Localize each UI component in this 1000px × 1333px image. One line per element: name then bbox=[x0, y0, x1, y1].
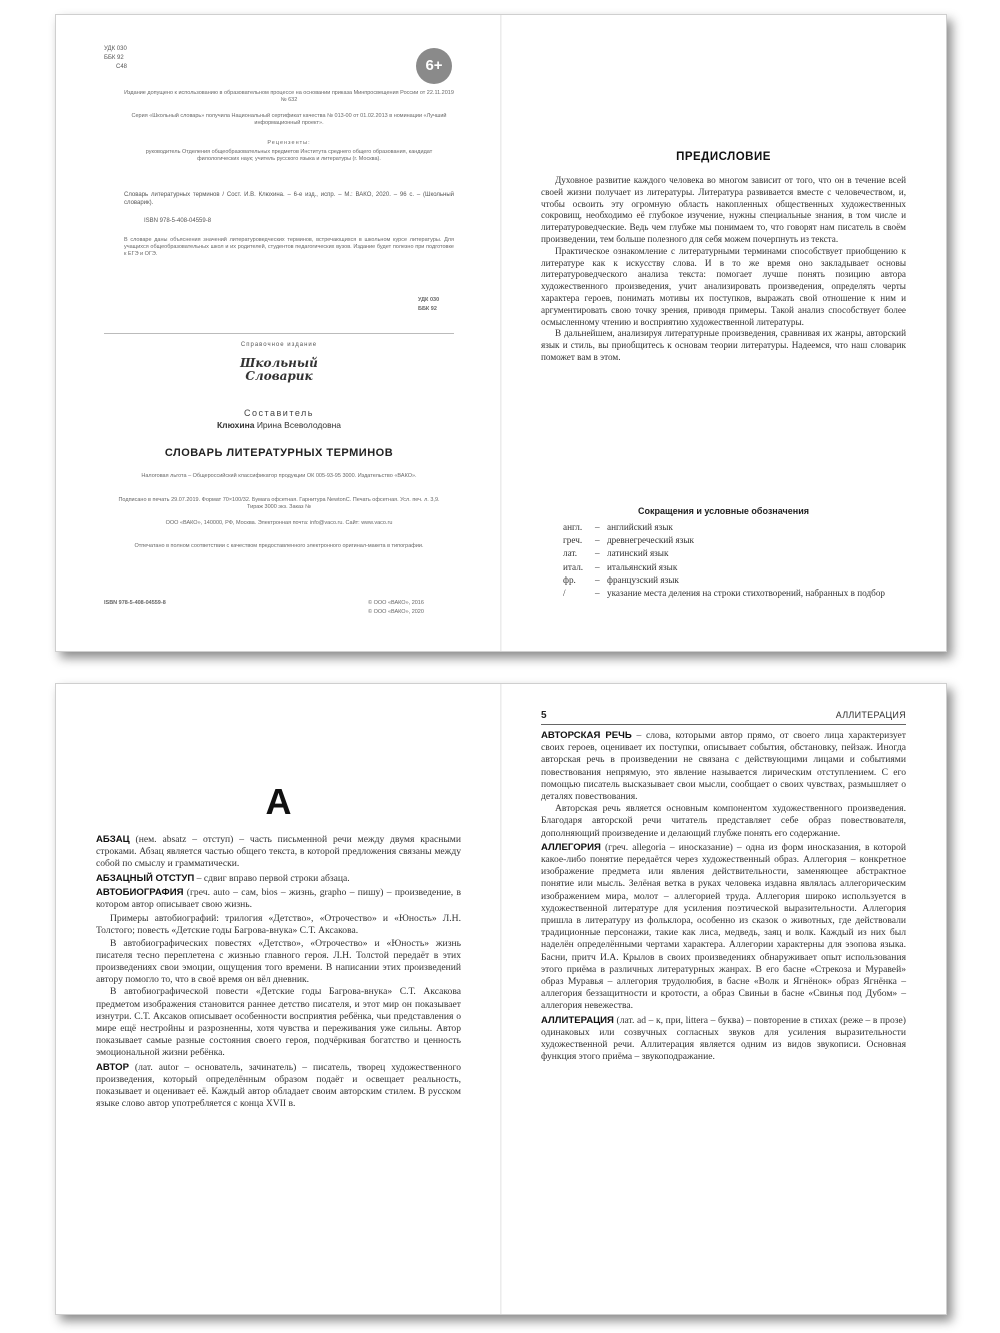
entry-term: АБЗАЦ bbox=[96, 834, 130, 845]
abbreviation: лат. bbox=[563, 548, 578, 559]
abbreviation: англ. bbox=[563, 522, 583, 532]
entry-term: АВТОР bbox=[96, 1061, 129, 1073]
preface-text bbox=[541, 175, 906, 364]
production-details-3: ООО «ВАКО», 140000, РФ, Москва. Электронная почта: info@vaco.ru. Сайт: www.vaco.ru bbox=[165, 520, 393, 526]
reviewers-text: руководитель Отделения общеобразовательных предметов Института среднего общего образования, кандидат филологических наук; учитель русского языка и литературы (г. Москва). bbox=[145, 149, 433, 162]
abbreviation: фр. bbox=[563, 574, 576, 585]
dictionary-entry bbox=[541, 730, 906, 803]
abbreviation-meaning: латинский язык bbox=[607, 548, 669, 559]
imprint-page bbox=[56, 15, 501, 651]
dictionary-page-left bbox=[56, 684, 501, 1314]
abbreviation: греч. bbox=[563, 535, 583, 546]
dictionary-entry bbox=[96, 887, 461, 911]
dictionary-entry bbox=[541, 842, 906, 1013]
book-title: СЛОВАРЬ ЛИТЕРАТУРНЫХ ТЕРМИНОВ bbox=[164, 447, 394, 459]
abbreviations-title: Сокращения и условные обозначения bbox=[638, 506, 809, 516]
entry-definition: (греч. allegoria – иносказание) – одна из форм иносказания, в которой какое-либо понятие передаётся через художественный образ. Аллегория – конкретное изображение предмета или явления действительности, заменяющее абстрактное понятие или мысль. Зелёная ветка в руках человека издавна являлась аллегорическим изображением мира, молот – аллегорией труда. Аллегория широко используется в художественной литературе для усиления поэтической выразительности. Аллегория пришла в литературу из фольклора, особенно из сказок о животных, где действовали традиционные персонажи, такие как лиса, медведь, заяц и волк. Каждый из них был наделён определёнными чертами характера. Аллегории характерны для эзопова языка. Басни, притч И.А. Крылов в своих произведениях обнаруживает опыт использования этого приёма в различных литературных жанрах. В его басне «Стрекоза и Муравей» образ Муравья – аллегория трудолюбия, в басне «Волк и Ягнёнок» образ Ягнёнка – аллегория беззащитности и кротости, а образ Свиньи в басне «Свинья под Дубом» – аллегория невежества. bbox=[541, 841, 906, 1012]
entry-paragraph: В автобиографической повести «Детские годы Багрова-внука» С.Т. Аксакова предметом изображения становится раннее детство писателя, и этот мир он показывает изнутри. С.Т. Аксаков описывает особенности восприятия ребёнка, чьи представления о мире ещё нестройны и разрозненны, хотя чувства и переживания уже сильны. Автор показывает самые разные состояния своего героя, подчёркивая богатство и ценность эмоциональной жизни ребёнка. bbox=[96, 986, 461, 1059]
entry-paragraph: Авторская речь является основным компонентом художественного произведения. Благодаря авторской речи читатель представляет себе образ повествователя, дополняющий произведение и делающий глубже понять его содержание. bbox=[541, 803, 906, 839]
abbreviations-list bbox=[563, 521, 908, 599]
divider bbox=[104, 333, 454, 334]
publication-type: Справочное издание bbox=[240, 342, 318, 348]
abbreviation-dash: – bbox=[595, 548, 600, 559]
footer-isbn: ISBN 978-5-408-04559-8 bbox=[104, 600, 166, 606]
copyright-1: © ООО «ВАКО», 2016 bbox=[368, 600, 424, 606]
entry-term: АВТОРСКАЯ РЕЧЬ bbox=[541, 730, 632, 741]
preface-paragraph: Практическое ознакомление с литературными терминами способствует приобщению к литературе как к искусству слова. И в то же время оно закладывает основы литературоведческого анализа текста: помогает лучше понять позицию автора художественного произведения, учит анализировать произведения, определять черты характера героев, понимать мотивы их поступков, выражать свой отношение к ним и аргументировать свою точку зрения, приводя примеры. Такой анализ способствует более осмысленному чтению и восприятию художественной литературы. bbox=[541, 245, 906, 327]
running-head: АЛЛИТЕРАЦИЯ bbox=[835, 710, 906, 720]
abbreviation-meaning: указание места деления на строки стихотворений, набранных в подбор bbox=[607, 588, 886, 599]
annotation: В словаре даны объяснения значений литературоведческих терминов, встречающихся в школьном курсе литературы. Для учащихся общеобразовательных школ и их родителей, студентов педагогических вузов. Издание будет полезно при подготовке к ЕГЭ и ОГЭ. bbox=[124, 237, 454, 257]
entry-term: АЛЛЕГОРИЯ bbox=[541, 841, 601, 853]
left-entries bbox=[96, 834, 461, 1110]
abbreviation-dash: – bbox=[595, 535, 600, 546]
logo-line-1: Школьный bbox=[240, 356, 318, 370]
abbreviation-dash: – bbox=[595, 588, 600, 599]
abbreviation-dash: – bbox=[595, 522, 600, 532]
entry-paragraph: В автобиографических повестях «Детство», «Отрочество» и «Юность» жизнь писателя тесно переплетена с жизнью главного героя. Л.Н. Толстой передаёт в этих произведениях свои эмоции, ощущения того времени. В написании этих произведений автору помогло то, что в своё время он вёл дневник. bbox=[96, 937, 461, 986]
preface-paragraph: Духовное развитие каждого человека во многом зависит от того, что он в течение всей своей жизни получает из литературы. Литература развивается вместе с человечеством, и, чтобы освоить эту огромную область накопленных общественных художественных сокровищ, необходимо её глубокое изучение, нужны специальные знания, в том числе и литературоведческие. Ведь чем глубже мы понимаем то, что говорят нам писатель в своём произведении, тем больше полезного для себя можем почерпнуть из текста. bbox=[541, 175, 906, 244]
dictionary-page-right bbox=[501, 684, 946, 1314]
entry-definition: (лат. ad – к, при, littera – буква) – повторение в стихах (реже – в прозе) одинаковых или созвучных согласных звуков для усиления выразительности художественной речи. Аллитерация является одним из видов звукописи. Основная функция этого приёма – звукоподражание. bbox=[541, 1014, 906, 1063]
abbreviation: итал. bbox=[563, 561, 584, 572]
abbreviation-row bbox=[563, 547, 908, 560]
page-number: 5 bbox=[541, 710, 547, 721]
compiler-fullname bbox=[104, 420, 454, 430]
udk-code-right: УДК 030 bbox=[418, 297, 440, 303]
dictionary-entry bbox=[96, 834, 461, 871]
compiler-label: Составитель bbox=[243, 408, 314, 418]
abbreviation: / bbox=[563, 588, 566, 599]
spread-imprint-preface bbox=[55, 14, 947, 652]
abbreviation-meaning: древнегреческий язык bbox=[607, 535, 694, 546]
header-rule bbox=[541, 724, 906, 725]
series-logo bbox=[229, 357, 329, 383]
abbreviation-row bbox=[563, 534, 908, 547]
entry-definition: – сдвиг вправо первой строки абзаца. bbox=[194, 872, 350, 884]
udk-code: УДК 030 bbox=[104, 46, 127, 52]
approval-note: Издание допущено к использованию в образовательном процессе на основании приказа Минпросвещения России от 22.11.2019 № 632 bbox=[124, 90, 454, 103]
abbreviation-meaning: итальянский язык bbox=[607, 561, 678, 572]
entry-definition: (лат. autor – основатель, зачинатель) – писатель, творец художественного произведения, который определённым образом подаёт и освещает реальность, показывает и оценивает её. Каждый автор обладает своим авторским стилем. В русском языке слово автор употребляется с конца XVII в. bbox=[96, 1061, 461, 1110]
production-details-2: Подписано в печать 29.07.2019. Формат 70×100/32. Бумага офсетная. Гарнитура NewtonC. Печать офсетная. Усл. печ. л. 3,9. Тираж 3000 экз. Заказ № bbox=[118, 497, 440, 510]
copyright-2: © ООО «ВАКО», 2020 bbox=[368, 609, 424, 615]
entry-definition: – слова, которыми автор прямо, от своего лица характеризует своих героев, оценивает их поступки, описывает события, обстановку, пейзаж. Иногда авторская речь в произведении не связана с действующими лицами и событиями повествования непрямую, это явление называется лирическим отступлением. С его помощью писатель высказывает свои мысли, сообщает о своих чувствах, размышляет о деталях повествования. bbox=[541, 730, 906, 803]
dictionary-entry bbox=[96, 873, 461, 885]
entry-term: АВТОБИОГРАФИЯ bbox=[96, 886, 184, 898]
abbreviation-meaning: французский язык bbox=[607, 574, 679, 585]
compiler-surname: Клюхина bbox=[216, 420, 255, 430]
entry-definition: (нем. absatz – отступ) – часть письменной речи между двумя красными строками. Абзац является частью общего текста, в которой предложения связаны между собой по смыслу и грамматически. bbox=[96, 834, 461, 870]
preface-paragraph: В дальнейшем, анализируя литературные произведения, сравнивая их жанры, авторский язык и стиль, вы приобщитесь к основам теории литературы. Надеемся, что наш словарик поможет вам в этом. bbox=[541, 328, 906, 362]
production-details-1: Налоговая льгота – Общероссийский классификатор продукции ОК 005-93-95 3000. Издательство «ВАКО». bbox=[141, 473, 417, 479]
logo-line-2: Словарик bbox=[245, 369, 313, 383]
abbreviation-dash: – bbox=[595, 574, 600, 585]
abbreviation-row bbox=[563, 574, 908, 587]
bbk-code-right: ББК 92 bbox=[418, 306, 437, 312]
certificate-note: Серия «Школьный словарь» получила Национальный сертификат качества № 013-00 от 01.02.2013 в номинации «Лучший информационный проект». bbox=[131, 113, 447, 126]
author-code: С48 bbox=[116, 64, 128, 70]
reviewers-title: Рецензенты: bbox=[267, 140, 311, 146]
bibliographic-citation: Словарь литературных терминов / Сост. И.В. Клюхина. – 6-е изд., испр. – М.: ВАКО, 2020. – 96 с. – (Школьный словарик). bbox=[124, 192, 454, 206]
abbreviation-row bbox=[563, 561, 908, 574]
abbreviation-row bbox=[563, 521, 908, 534]
compiler-name: Ирина Всеволодовна bbox=[256, 420, 342, 430]
entry-term: АЛЛИТЕРАЦИЯ bbox=[541, 1014, 614, 1026]
preface-page bbox=[501, 15, 946, 651]
right-entries bbox=[541, 730, 906, 1063]
abbreviation-row bbox=[563, 587, 908, 599]
spread-dictionary-pages bbox=[55, 683, 947, 1315]
bbk-code: ББК 92 bbox=[104, 55, 124, 61]
age-rating-badge: 6+ bbox=[416, 48, 452, 84]
dictionary-entry bbox=[96, 1062, 461, 1111]
entry-term: АБЗАЦНЫЙ ОТСТУП bbox=[96, 872, 195, 884]
dictionary-entry bbox=[541, 1015, 906, 1064]
section-letter: А bbox=[265, 781, 292, 822]
preface-title: ПРЕДИСЛОВИЕ bbox=[676, 151, 771, 163]
abbreviation-meaning: английский язык bbox=[607, 522, 673, 532]
entry-definition: (греч. auto – сам, bios – жизнь, grapho – пишу) – произведение, в котором автор описывает свою жизнь. bbox=[96, 886, 461, 911]
abbreviation-dash: – bbox=[595, 561, 600, 572]
production-details-4: Отпечатано в полном соответствии с качеством предоставленного электронного оригинал-макета в типографии. bbox=[134, 543, 424, 549]
entry-paragraph: Примеры автобиографий: трилогия «Детство», «Отрочество» и «Юность» Л.Н. Толстого; повесть «Детские годы Багрова-внука» С.Т. Аксакова. bbox=[96, 913, 461, 937]
isbn-line: ISBN 978-5-408-04559-8 bbox=[144, 218, 212, 224]
